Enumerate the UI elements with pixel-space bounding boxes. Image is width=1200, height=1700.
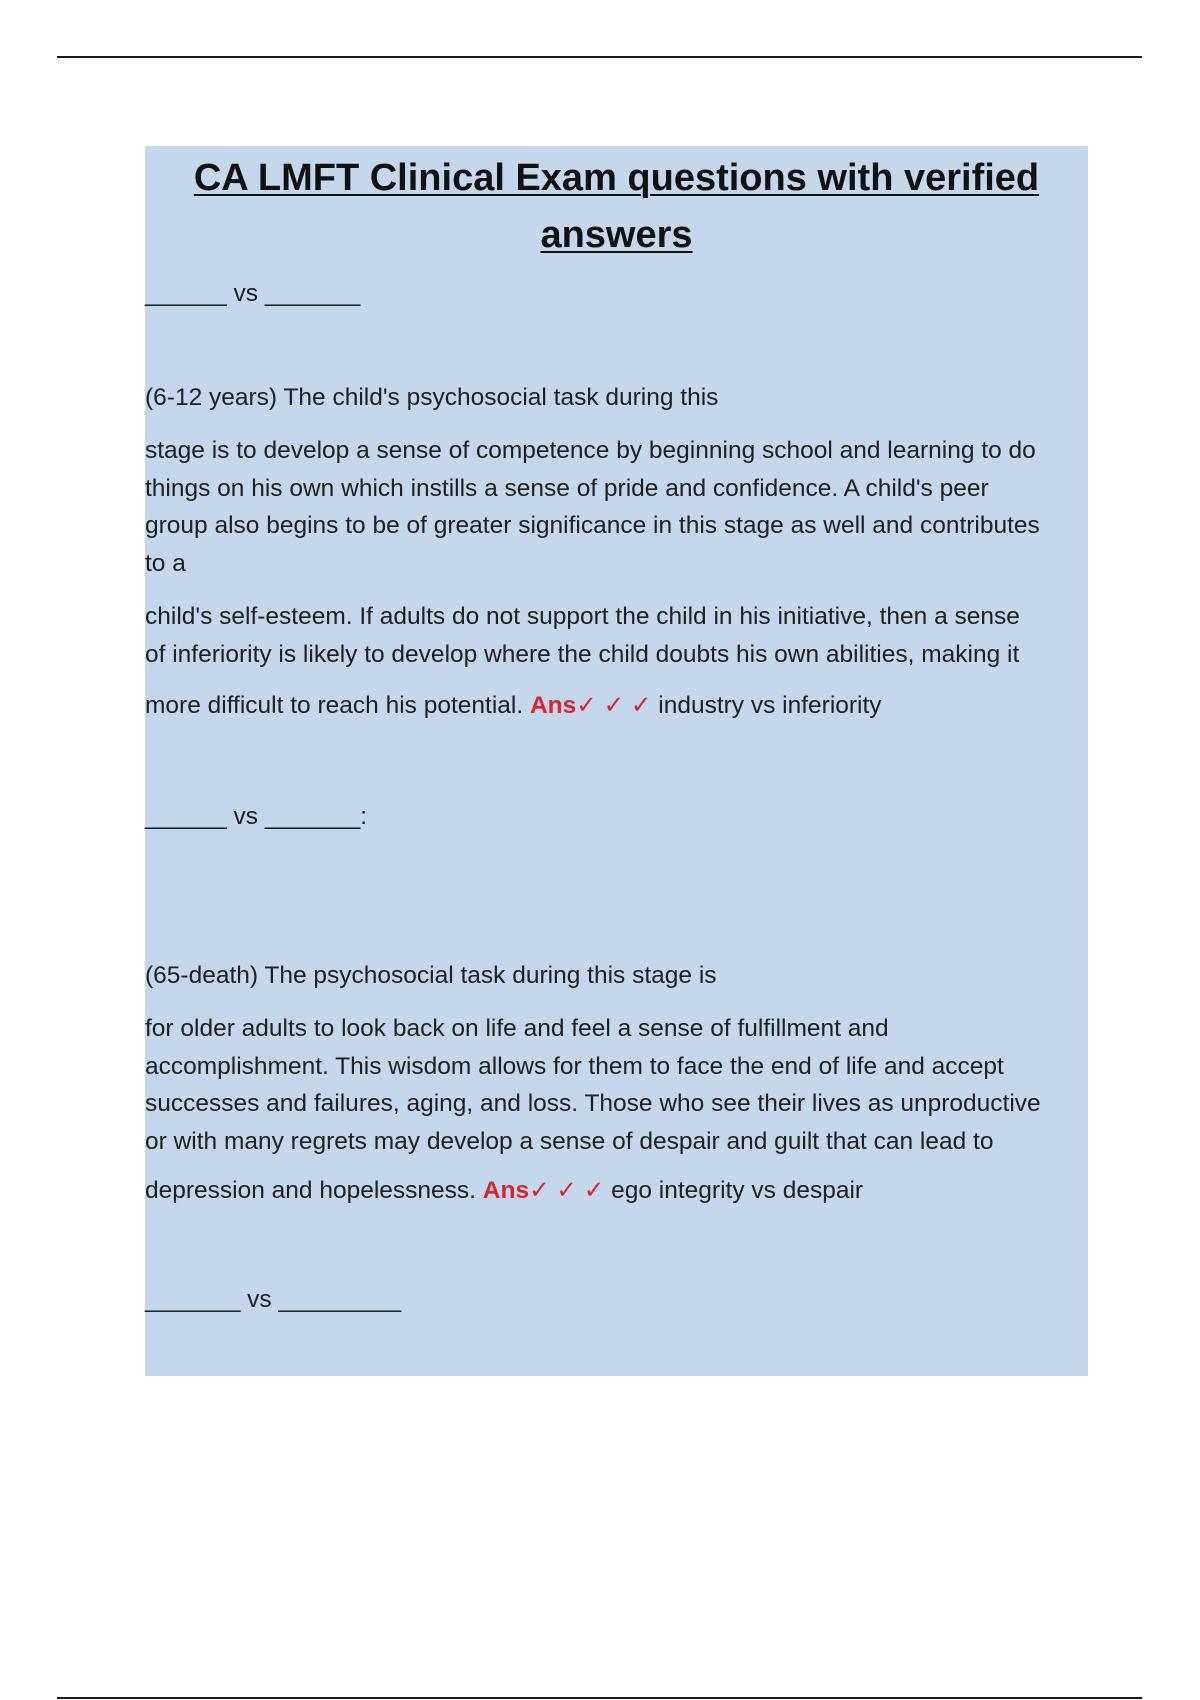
question-3-prompt: _______ vs _________ <box>145 1286 402 1313</box>
check-mark-icon: ✓ ✓ ✓ <box>576 692 652 719</box>
question-1-body-a <box>145 432 1088 582</box>
question-2-last-line: depression and hopelessness. <box>145 1177 476 1204</box>
question-2-answer-line <box>145 1172 1088 1209</box>
title-line-1: CA LMFT Clinical Exam questions with verified <box>193 157 1040 199</box>
question-2-lead: (65-death) The psychosocial task during this stage is <box>145 962 717 989</box>
question-1-last-line: more difficult to reach his potential. <box>145 692 524 719</box>
question-1-body-a-line: stage is to develop a sense of competence by beginning school and learning to do <box>145 437 1036 464</box>
question-2-answer-label: Ans <box>482 1177 530 1204</box>
question-2-body-a-line: accomplishment. This wisdom allows for them to face the end of life and accept <box>145 1052 1004 1080</box>
header-rule <box>57 56 1142 58</box>
question-2-prompt: ______ vs _______: <box>145 803 368 830</box>
question-2-answer: ego integrity vs despair <box>611 1177 864 1204</box>
question-2-body-a-line: or with many regrets may develop a sense of despair and guilt that can lead to <box>145 1127 994 1155</box>
question-1-body-b-line: child's self-esteem. If adults do not support the child in his initiative, then a sense <box>145 603 1020 630</box>
question-2-body-a-line: successes and failures, aging, and loss. Those who see their lives as unproductive <box>145 1090 1041 1117</box>
question-1-answer-line <box>145 687 1088 724</box>
title-line-2: answers <box>540 214 693 256</box>
question-1-body-a-line: to a <box>145 549 186 577</box>
question-2-body-a <box>145 1010 1088 1160</box>
question-1-answer: industry vs inferiority <box>658 692 882 719</box>
question-1-lead: (6-12 years) The child's psychosocial task during this <box>145 384 719 411</box>
question-1-body-a-line: things on his own which instills a sense of pride and confidence. A child's peer <box>145 474 989 502</box>
document-title <box>145 150 1088 264</box>
question-1-answer-label: Ans <box>529 692 577 719</box>
question-2-body-a-line: for older adults to look back on life and feel a sense of fulfillment and <box>145 1015 889 1042</box>
content-panel <box>145 146 1088 1376</box>
question-1-body-b-line: of inferiority is likely to develop where the child doubts his own abilities, making it <box>145 640 1020 668</box>
question-1-body-a-line: group also begins to be of greater significance in this stage as well and contributes <box>145 512 1040 539</box>
question-1-body-b <box>145 598 1088 673</box>
check-mark-icon: ✓ ✓ ✓ <box>529 1177 605 1204</box>
question-1-prompt: ______ vs _______ <box>145 280 361 307</box>
footer-rule <box>57 1697 1142 1699</box>
